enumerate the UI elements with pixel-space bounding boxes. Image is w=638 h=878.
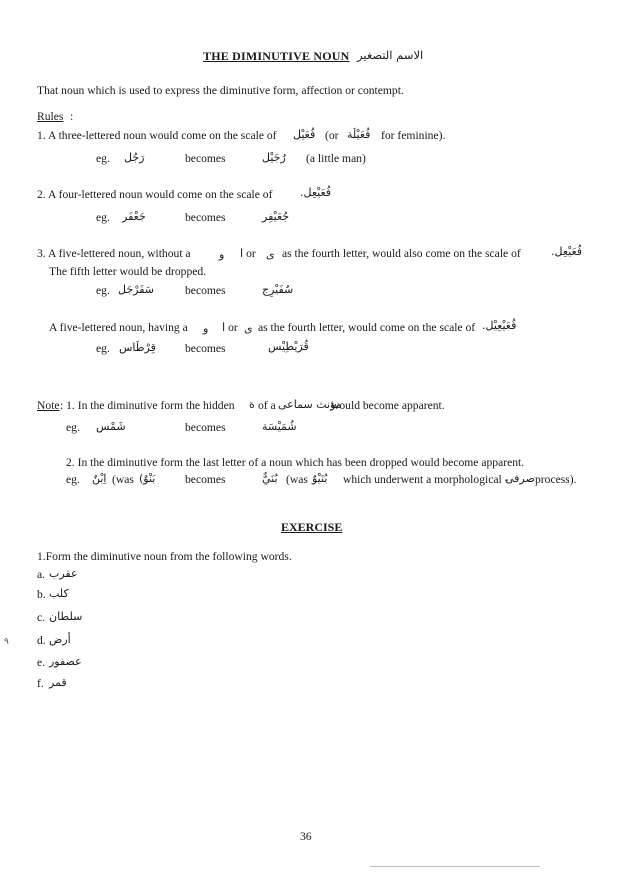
rule2-word-arabic: جَعْفَر — [122, 210, 146, 223]
exercise-item-word: كلب — [49, 587, 69, 600]
note2-was: (was — [112, 473, 134, 486]
note2-becomes: becomes — [185, 473, 226, 486]
note1-text-of: of a — [258, 399, 276, 412]
exercise-item-letter: f. — [37, 677, 44, 690]
rule1-eg: eg. — [96, 152, 110, 165]
rule2-scale-arabic: فُعَيْعِل. — [300, 186, 332, 199]
exercise-item-letter: b. — [37, 588, 46, 601]
rule3b-letter-ya: ى — [244, 322, 253, 335]
note1-text-c: would become apparent. — [331, 399, 445, 412]
rule1-feminine-arabic: فُعَيْلَة — [347, 128, 371, 141]
note2-eg: eg. — [66, 473, 80, 486]
note1-result-arabic: شُمَيْسَة — [262, 420, 297, 433]
note2-was2-arabic: بُنَيْوٌ — [312, 472, 328, 485]
rule3b-letter-waw: و — [203, 322, 209, 335]
exercise-instruction: 1.Form the diminutive noun from the following words. — [37, 550, 292, 563]
page-number: 36 — [300, 830, 312, 843]
rule3-word-arabic: سَفَرْجَل — [118, 283, 154, 296]
note1-becomes: becomes — [185, 421, 226, 434]
note2-was2: (was — [286, 473, 308, 486]
note1-ta-arabic: ة — [249, 398, 255, 411]
note2-text: 2. In the diminutive form the last letter of a noun which has been dropped would become apparent. — [66, 456, 525, 469]
exercise-item-word: عصفور — [49, 655, 82, 668]
rule1-text: 1. A three-lettered noun would come on the scale of — [37, 129, 277, 142]
exercise-item-word: أرض — [49, 633, 71, 646]
note1-text: : 1. In the diminutive form the hidden — [60, 399, 235, 412]
rule1-becomes: becomes — [185, 152, 226, 165]
rule3-eg: eg. — [96, 284, 110, 297]
rule3-line2: The fifth letter would be dropped. — [49, 265, 207, 278]
note2-was-arabic: بَنْوٌ) — [139, 472, 156, 485]
intro-text: That noun which is used to express the diminutive form, affection or contempt. — [37, 84, 404, 97]
rule1-text-or: (or — [325, 129, 339, 142]
note2-text-b: which underwent a morphological - — [343, 473, 509, 486]
rule3-letter-waw: و — [219, 248, 225, 261]
rule3-text-b: as the fourth letter, would also come on the scale of — [282, 247, 521, 260]
rule3-result-arabic: سُفَيْرِج — [262, 283, 294, 296]
exercise-item-word: سلطان — [49, 610, 83, 623]
rules-colon: : — [70, 110, 74, 123]
note2-result-arabic: بُنَيٌّ — [262, 472, 278, 485]
rule3b-scale-arabic: فُعَيْعِيْل. — [482, 319, 517, 332]
page-title-arabic: الاسم التصغير — [357, 48, 424, 62]
scan-artifact-line — [370, 866, 540, 867]
rule3b-becomes: becomes — [185, 342, 226, 355]
rule3b-text: A five-lettered noun, having a — [49, 321, 188, 334]
rule3-text: 3. A five-lettered noun, without a — [37, 247, 191, 260]
rule2-becomes: becomes — [185, 211, 226, 224]
exercise-item-letter: c. — [37, 611, 46, 624]
note1-eg: eg. — [66, 421, 80, 434]
rule1-text-feminine: for feminine). — [381, 129, 446, 142]
rule3b-result-arabic: قُرَيْطِيْس — [268, 340, 309, 353]
exercise-item-word: قمر — [49, 676, 67, 689]
exercise-item-letter: a. — [37, 568, 46, 581]
note2-text-c: process). — [535, 473, 577, 486]
note1-phrase-arabic: مؤنث سماعى — [278, 398, 342, 411]
rule1-result-arabic: رُجَيْل — [262, 151, 286, 164]
rule3b-text-b: as the fourth letter, would come on the scale of — [258, 321, 476, 334]
rule3-alif-or: ا or — [240, 247, 256, 260]
exercise-item-word: عقرب — [49, 567, 78, 580]
note1-word-arabic: شَمْس — [96, 420, 126, 433]
rule3-scale-arabic: فُعَيْعِل. — [551, 245, 583, 258]
rule2-eg: eg. — [96, 211, 110, 224]
rule1-scale-arabic: فُعَيْل — [293, 128, 316, 141]
note2-sarfi-arabic: صرفى — [505, 472, 535, 485]
rule2-result-arabic: جُعَيْفِر — [262, 210, 290, 223]
rule1-word-arabic: رَجُل — [124, 151, 145, 164]
page-title: THE DIMINUTIVE NOUN — [203, 49, 350, 63]
exercise-item-letter: e. — [37, 656, 46, 669]
rule3-letter-ya: ى — [266, 248, 275, 261]
rules-heading: Rules — [37, 110, 64, 123]
exercise-heading: EXERCISE — [281, 520, 343, 534]
rule3b-alif-or: ا or — [222, 321, 238, 334]
note2-word-arabic: اِبْنٌ — [92, 472, 107, 485]
rule1-note: (a little man) — [306, 152, 366, 165]
exercise-item-letter: d. — [37, 634, 46, 647]
rule3-becomes: becomes — [185, 284, 226, 297]
margin-mark: ٩ — [4, 636, 9, 646]
note-label: Note — [37, 399, 60, 412]
rule3b-word-arabic: قِرْطَاس — [119, 341, 156, 354]
rule2-text: 2. A four-lettered noun would come on the scale of — [37, 188, 273, 201]
rule3b-eg: eg. — [96, 342, 110, 355]
